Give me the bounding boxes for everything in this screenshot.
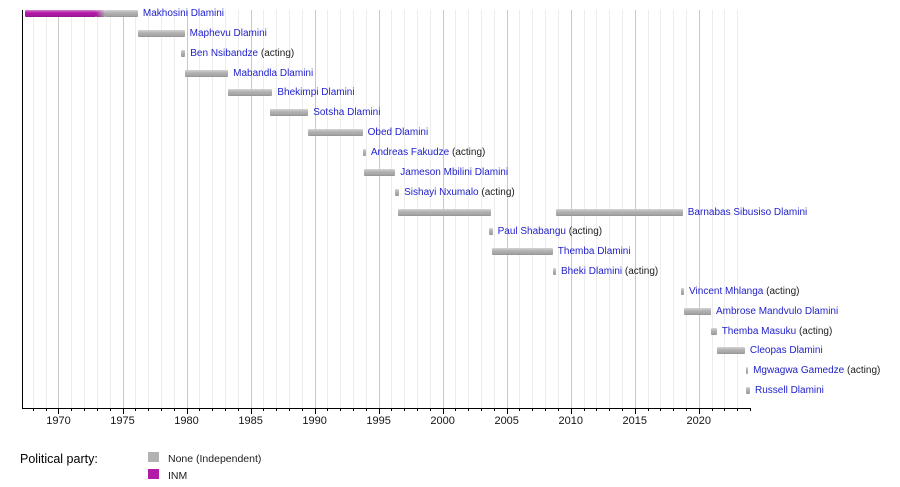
grid-line-2004	[494, 10, 495, 408]
grid-line-1970	[58, 10, 59, 408]
grid-line-1976	[135, 10, 136, 408]
person-link[interactable]: Maphevu Dlamini	[189, 27, 267, 39]
minor-tick-1987	[276, 408, 277, 411]
acting-suffix: (acting)	[622, 266, 659, 278]
person-link[interactable]: Makhosini Dlamini	[142, 8, 225, 19]
minor-tick-1976	[135, 408, 136, 411]
term-bar	[363, 149, 366, 156]
person-row-label	[404, 187, 515, 198]
major-tick-2020	[699, 408, 700, 414]
minor-tick-1994	[366, 408, 367, 411]
grid-line-1996	[391, 10, 392, 408]
person-row-label	[498, 226, 603, 237]
minor-tick-2007	[532, 408, 533, 411]
acting-suffix: (acting)	[796, 325, 833, 337]
grid-line-1995	[379, 10, 380, 408]
minor-tick-1969	[46, 408, 47, 411]
x-tick-label-2000: 2000	[430, 415, 455, 427]
minor-tick-1989	[302, 408, 303, 411]
minor-tick-2016	[648, 408, 649, 411]
x-tick-label-1975: 1975	[110, 415, 135, 427]
person-link[interactable]: Andreas Fakudze	[370, 146, 450, 158]
acting-suffix: (acting)	[258, 47, 295, 59]
major-tick-2005	[507, 408, 508, 414]
grid-line-1974	[110, 10, 111, 408]
acting-suffix: (acting)	[449, 146, 486, 158]
person-row-label	[689, 286, 799, 297]
person-link[interactable]: Themba Masuku	[721, 325, 797, 337]
minor-tick-2004	[494, 408, 495, 411]
minor-tick-1974	[110, 408, 111, 411]
person-row-label	[753, 365, 880, 376]
person-row-label	[190, 48, 294, 59]
term-bar	[398, 209, 491, 216]
acting-suffix: (acting)	[763, 285, 800, 297]
grid-line-1994	[366, 10, 367, 408]
minor-tick-1979	[174, 408, 175, 411]
minor-tick-1993	[353, 408, 354, 411]
grid-line-1975	[123, 10, 124, 408]
term-bar	[711, 328, 717, 335]
x-tick-label-1980: 1980	[174, 415, 199, 427]
minor-tick-2014	[622, 408, 623, 411]
person-row-label	[716, 306, 838, 317]
grid-line-2007	[532, 10, 533, 408]
major-tick-1990	[315, 408, 316, 414]
minor-tick-1991	[327, 408, 328, 411]
major-tick-1975	[123, 408, 124, 414]
person-row-label	[313, 107, 380, 118]
minor-tick-2003	[481, 408, 482, 411]
term-bar	[364, 169, 395, 176]
grid-line-2006	[519, 10, 520, 408]
person-link[interactable]: Mabandla Dlamini	[233, 67, 314, 79]
major-tick-2010	[571, 408, 572, 414]
minor-tick-2009	[558, 408, 559, 411]
major-tick-1995	[379, 408, 380, 414]
person-link[interactable]: Paul Shabangu	[497, 226, 566, 238]
person-link[interactable]: Sotsha Dlamini	[313, 107, 381, 119]
minor-tick-1977	[148, 408, 149, 411]
grid-line-1977	[148, 10, 149, 408]
term-bar	[228, 89, 272, 96]
minor-tick-1988	[289, 408, 290, 411]
minor-tick-1968	[33, 408, 34, 411]
x-tick-label-2020: 2020	[686, 415, 712, 427]
minor-tick-2018	[673, 408, 674, 411]
minor-tick-1981	[199, 408, 200, 411]
grid-line-1972	[84, 10, 85, 408]
person-row-label	[371, 147, 486, 158]
term-bar	[181, 50, 185, 57]
term-bar	[138, 30, 185, 37]
person-link[interactable]: Bhekimpi Dlamini	[277, 87, 355, 99]
term-bar	[308, 129, 362, 136]
x-tick-label-1990: 1990	[302, 415, 327, 427]
term-bar	[96, 10, 105, 17]
minor-tick-2021	[712, 408, 713, 411]
person-link[interactable]: Cleopas Dlamini	[749, 345, 823, 357]
minor-tick-1973	[97, 408, 98, 411]
minor-tick-2012	[596, 408, 597, 411]
term-bar	[105, 10, 138, 17]
minor-tick-2008	[545, 408, 546, 411]
minor-tick-2002	[468, 408, 469, 411]
person-row-label	[233, 68, 313, 79]
person-link[interactable]: Jameson Mbilini Dlamini	[400, 166, 509, 178]
minor-tick-1971	[71, 408, 72, 411]
person-row-label	[558, 246, 631, 257]
acting-suffix: (acting)	[844, 365, 881, 377]
minor-tick-2024	[750, 408, 751, 411]
minor-tick-2013	[609, 408, 610, 411]
y-axis-line	[22, 10, 23, 408]
person-link[interactable]: Bheki Dlamini	[560, 266, 623, 278]
term-bar	[556, 209, 683, 216]
person-row-label	[277, 87, 354, 98]
minor-tick-1986	[263, 408, 264, 411]
person-link[interactable]: Barnabas Sibusiso Dlamini	[687, 206, 808, 218]
minor-tick-2006	[519, 408, 520, 411]
minor-tick-2011	[584, 408, 585, 411]
major-tick-2000	[443, 408, 444, 414]
person-row-label	[755, 385, 824, 396]
term-bar	[746, 367, 749, 374]
minor-tick-2022	[724, 408, 725, 411]
minor-tick-1998	[417, 408, 418, 411]
acting-suffix: (acting)	[478, 186, 515, 198]
grid-line-1993	[353, 10, 354, 408]
person-row-label	[750, 345, 823, 356]
term-bar	[553, 268, 556, 275]
x-tick-label-2010: 2010	[558, 415, 583, 427]
legend-title: Political party:	[20, 452, 98, 466]
minor-tick-1992	[340, 408, 341, 411]
term-bar	[684, 308, 711, 315]
grid-line-1971	[71, 10, 72, 408]
minor-tick-1978	[161, 408, 162, 411]
term-bar	[185, 70, 228, 77]
grid-line-1990	[315, 10, 316, 408]
term-bar	[681, 288, 684, 295]
person-row-label	[722, 326, 833, 337]
grid-line-2005	[507, 10, 508, 408]
minor-tick-2001	[455, 408, 456, 411]
term-bar	[492, 248, 553, 255]
term-bar	[25, 10, 96, 17]
x-tick-label-1970: 1970	[46, 415, 71, 427]
grid-line-1978	[161, 10, 162, 408]
acting-suffix: (acting)	[566, 226, 603, 238]
x-axis-line	[22, 408, 751, 409]
minor-tick-1983	[225, 408, 226, 411]
x-tick-label-2015: 2015	[622, 415, 647, 427]
grid-line-2008	[545, 10, 546, 408]
person-row-label	[190, 28, 267, 39]
grid-line-1973	[97, 10, 98, 408]
minor-tick-1996	[391, 408, 392, 411]
legend-swatch-none	[148, 452, 159, 462]
person-row-label	[368, 127, 429, 138]
x-tick-label-1985: 1985	[238, 415, 263, 427]
minor-tick-2017	[660, 408, 661, 411]
person-link[interactable]: Russell Dlamini	[755, 385, 824, 397]
major-tick-1980	[187, 408, 188, 414]
term-bar	[717, 347, 745, 354]
legend-label-inm: INM	[168, 469, 188, 482]
grid-line-1969	[46, 10, 47, 408]
minor-tick-1997	[404, 408, 405, 411]
person-link[interactable]: Themba Dlamini	[557, 246, 631, 258]
minor-tick-2019	[686, 408, 687, 411]
minor-tick-1999	[430, 408, 431, 411]
person-link[interactable]: Mgwagwa Gamedze	[753, 365, 845, 377]
person-link[interactable]: Vincent Mhlanga	[689, 285, 764, 297]
grid-line-1979	[174, 10, 175, 408]
major-tick-2015	[635, 408, 636, 414]
x-tick-label-2005: 2005	[494, 415, 519, 427]
grid-line-1991	[327, 10, 328, 408]
x-tick-label-1995: 1995	[366, 415, 391, 427]
legend-label-none: None (Independent)	[168, 452, 262, 465]
person-row-label	[688, 207, 808, 218]
minor-tick-2023	[737, 408, 738, 411]
person-row-label	[400, 167, 508, 178]
person-link[interactable]: Obed Dlamini	[367, 127, 429, 139]
minor-tick-1982	[212, 408, 213, 411]
term-bar	[270, 109, 308, 116]
minor-tick-1984	[238, 408, 239, 411]
person-row-label	[561, 266, 658, 277]
person-link[interactable]: Ben Nsibandze	[190, 47, 259, 59]
person-link[interactable]: Ambrose Mandvulo Dlamini	[715, 305, 839, 317]
legend-swatch-inm	[148, 469, 159, 479]
term-bar	[746, 387, 750, 394]
minor-tick-1972	[84, 408, 85, 411]
person-row-label	[143, 8, 224, 19]
major-tick-1970	[58, 408, 59, 414]
person-link[interactable]: Sishayi Nxumalo	[404, 186, 479, 198]
grid-line-1968	[33, 10, 34, 408]
major-tick-1985	[251, 408, 252, 414]
term-bar	[489, 228, 492, 235]
term-bar	[395, 189, 399, 196]
grid-line-1992	[340, 10, 341, 408]
